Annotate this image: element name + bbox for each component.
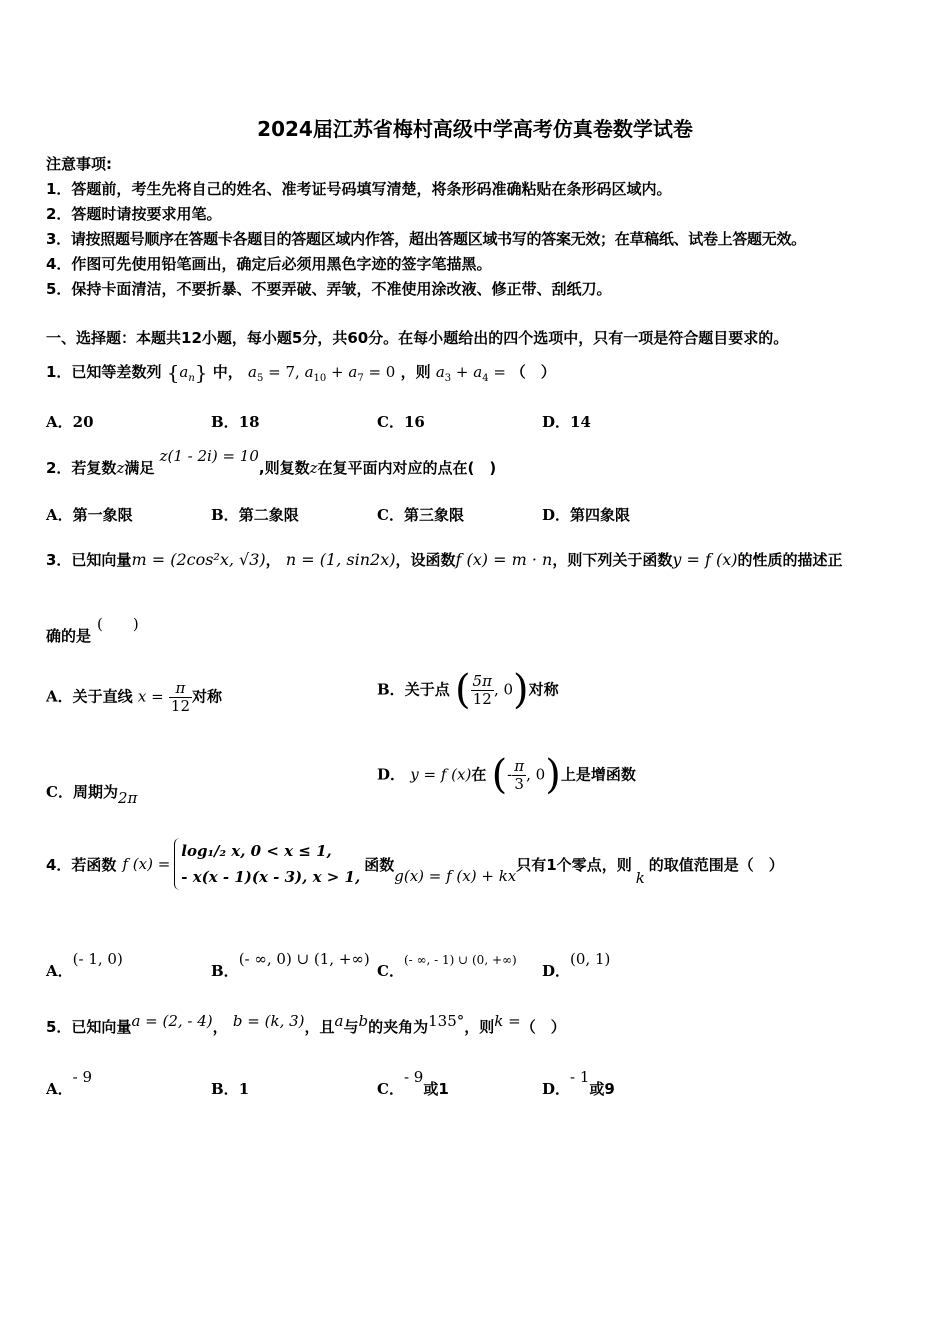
q1-seq: a [179, 363, 189, 381]
q4-piecewise: log₁/₂ x, 0 < x ≤ 1, - x(x - 1)(x - 3), x > 1, [174, 838, 360, 890]
q3-m-formula: m = (2cos²x, √3) [131, 550, 266, 569]
question-1: 1．已知等差数列 $\{a_n\}$ 中， $a_5 = 7$, $a_{10} + a_7 = 0$ ，则 $a_3 + a_4$ = （ ） [46, 360, 556, 385]
q2-formula: z(1 - 2i) = 10 [159, 447, 259, 465]
q2-option-c: C．第三象限 [377, 506, 464, 524]
q2-option-d: D．第四象限 [542, 506, 631, 524]
notice-item: 5．保持卡面清洁，不要折暴、不要弄破、弄皱，不准使用涂改液、修正带、刮纸刀。 [46, 280, 612, 298]
q4-option-b: B．(- ∞, 0) ∪ (1, +∞) [211, 950, 370, 980]
q3-option-b: B．关于点 ( $\frac{5\pi}{12}$ , 0)对称 [377, 667, 559, 713]
notice-item: 1．答题前，考生先将自己的姓名、准考证号码填写清楚，将条形码准确粘贴在条形码区域内。 [46, 180, 672, 198]
q4-option-a: A．(- 1, 0) [46, 950, 123, 980]
q1-option-c: C．16 [377, 413, 425, 431]
q5-option-d: D．- 1或9 [542, 1068, 615, 1098]
q1-mid: 中， [212, 363, 243, 381]
question-5: 5．已知向量a = (2, - 4)， b = (k, 3)，且a与b的夹角为135°，则k =（ ） [46, 1012, 566, 1036]
q4-option-c: C．(- ∞, - 1) ∪ (0, +∞) [377, 953, 517, 980]
section-heading: 一、选择题：本题共12小题，每小题5分，共60分。在每小题给出的四个选项中，只有一项是符合题目要求的。 [46, 329, 789, 347]
q4-option-d: D．(0, 1) [542, 950, 611, 980]
q2-option-b: B．第二象限 [211, 506, 299, 524]
q3-option-c: C．周期为2π [46, 783, 138, 807]
q5-option-a: A．- 9 [46, 1068, 93, 1098]
q1-option-a: A．20 [46, 413, 94, 431]
q5-option-b: B．1 [211, 1080, 250, 1098]
q3-option-a: A．关于直线 x = $\frac{\pi}{12}$ 对称 [46, 679, 223, 715]
q5-option-c: C．- 9或1 [377, 1068, 449, 1098]
q3-y-formula: y = f (x) [672, 550, 738, 569]
q3-option-d: D． y = f (x)在 (- $\frac{\pi}{3}$ , 0)上是增函数 [377, 752, 636, 798]
question-3: 3．已知向量m = (2cos²x, √3)， n = (1, sin2x)，设函数f (x) = m · n，则下列关于函数y = f (x)的性质的描述正 [46, 550, 843, 569]
q3-f-formula: f (x) = m · n [455, 550, 553, 569]
question-4: 4．若函数 f (x) = log₁/₂ x, 0 < x ≤ 1, - x(x - 1)(x - 3), x > 1, 函数 g(x) = f (x) + kx 只有1个零点，则 k 的取值范围是（ ） [46, 838, 784, 890]
q1-option-b: B．18 [211, 413, 260, 431]
q2-option-a: A．第一象限 [46, 506, 133, 524]
q1-prefix: 1．已知等差数列 [46, 363, 162, 381]
notice-item: 2．答题时请按要求用笔。 [46, 205, 222, 223]
q1-option-d: D．14 [542, 413, 591, 431]
q3-line2: 确的是( ) [46, 615, 139, 645]
page-title: 2024届江苏省梅村高级中学高考仿真卷数学试卷 [257, 117, 693, 141]
notice-heading: 注意事项: [46, 155, 112, 173]
notice-item: 3．请按照题号顺序在答题卡各题目的答题区域内作答，超出答题区域书写的答案无效；在草稿纸、试卷上答题无效。 [46, 230, 806, 248]
notice-item: 4．作图可先使用铅笔画出，确定后必须用黑色字迹的签字笔描黑。 [46, 255, 492, 273]
q3-n-formula: n = (1, sin2x) [285, 550, 396, 569]
question-2: 2．若复数z满足 z(1 - 2i) = 10,则复数z在复平面内对应的点在( ) [46, 447, 497, 477]
